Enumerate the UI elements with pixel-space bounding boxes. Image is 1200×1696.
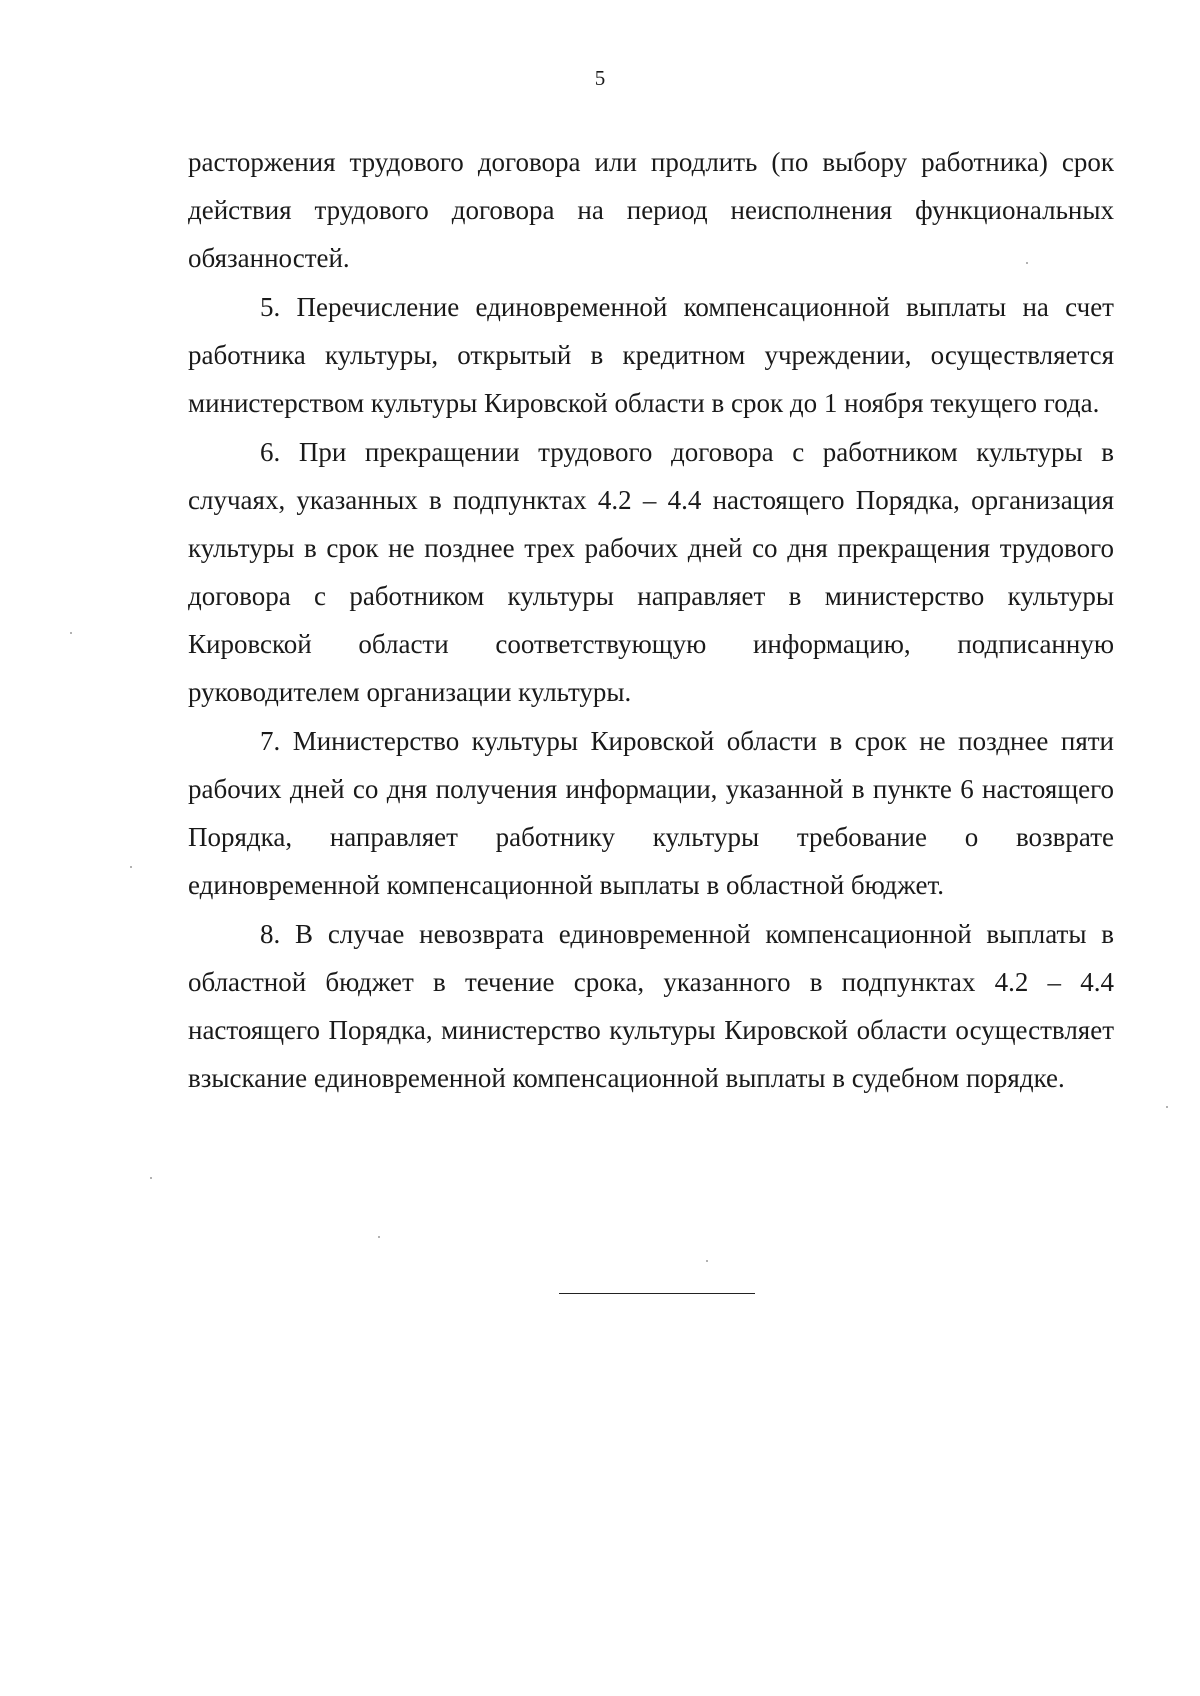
end-of-document-rule (559, 1293, 755, 1294)
scan-speck (1026, 262, 1028, 264)
scan-speck (150, 1177, 152, 1179)
paragraph-item-6: 6. При прекращении трудового договора с работником культуры в случаях, указанных в подпунктах 4.2 – 4.4 настоящего Порядка, организация культуры в срок не позднее трех рабочих дней со дня прекращения трудового договора с работником культуры направляет в министерство культуры Кировской области соответствующую информацию, подписанную руководителем организации культуры. (188, 437, 1114, 707)
scan-speck (130, 866, 132, 868)
paragraph-item-7: 7. Министерство культуры Кировской области в срок не позднее пяти рабочих дней со дня получения информации, указанной в пункте 6 настоящего Порядка, направляет работнику культуры требование о возврате единовременной компенсационной выплаты в областной бюджет. (188, 726, 1114, 900)
paragraph-item-8: 8. В случае невозврата единовременной компенсационной выплаты в областной бюджет в течение срока, указанного в подпунктах 4.2 – 4.4 настоящего Порядка, министерство культуры Кировской области осуществляет взыскание единовременной компенсационной выплаты в судебном порядке. (188, 919, 1114, 1093)
document-body (188, 138, 1114, 1103)
paragraph-item-5: 5. Перечисление единовременной компенсационной выплаты на счет работника культуры, открытый в кредитном учреждении, осуществляется министерством культуры Кировской области в срок до 1 ноября текущего года. (188, 292, 1114, 418)
scan-speck (1166, 1106, 1168, 1108)
scan-speck (378, 1236, 380, 1238)
page-number: 5 (594, 66, 606, 90)
scan-speck (70, 632, 72, 634)
paragraph-continuation: расторжения трудового договора или продлить (по выбору работника) срок действия трудового договора на период неисполнения функциональных обязанностей. (188, 147, 1114, 273)
scan-speck (706, 1260, 708, 1262)
